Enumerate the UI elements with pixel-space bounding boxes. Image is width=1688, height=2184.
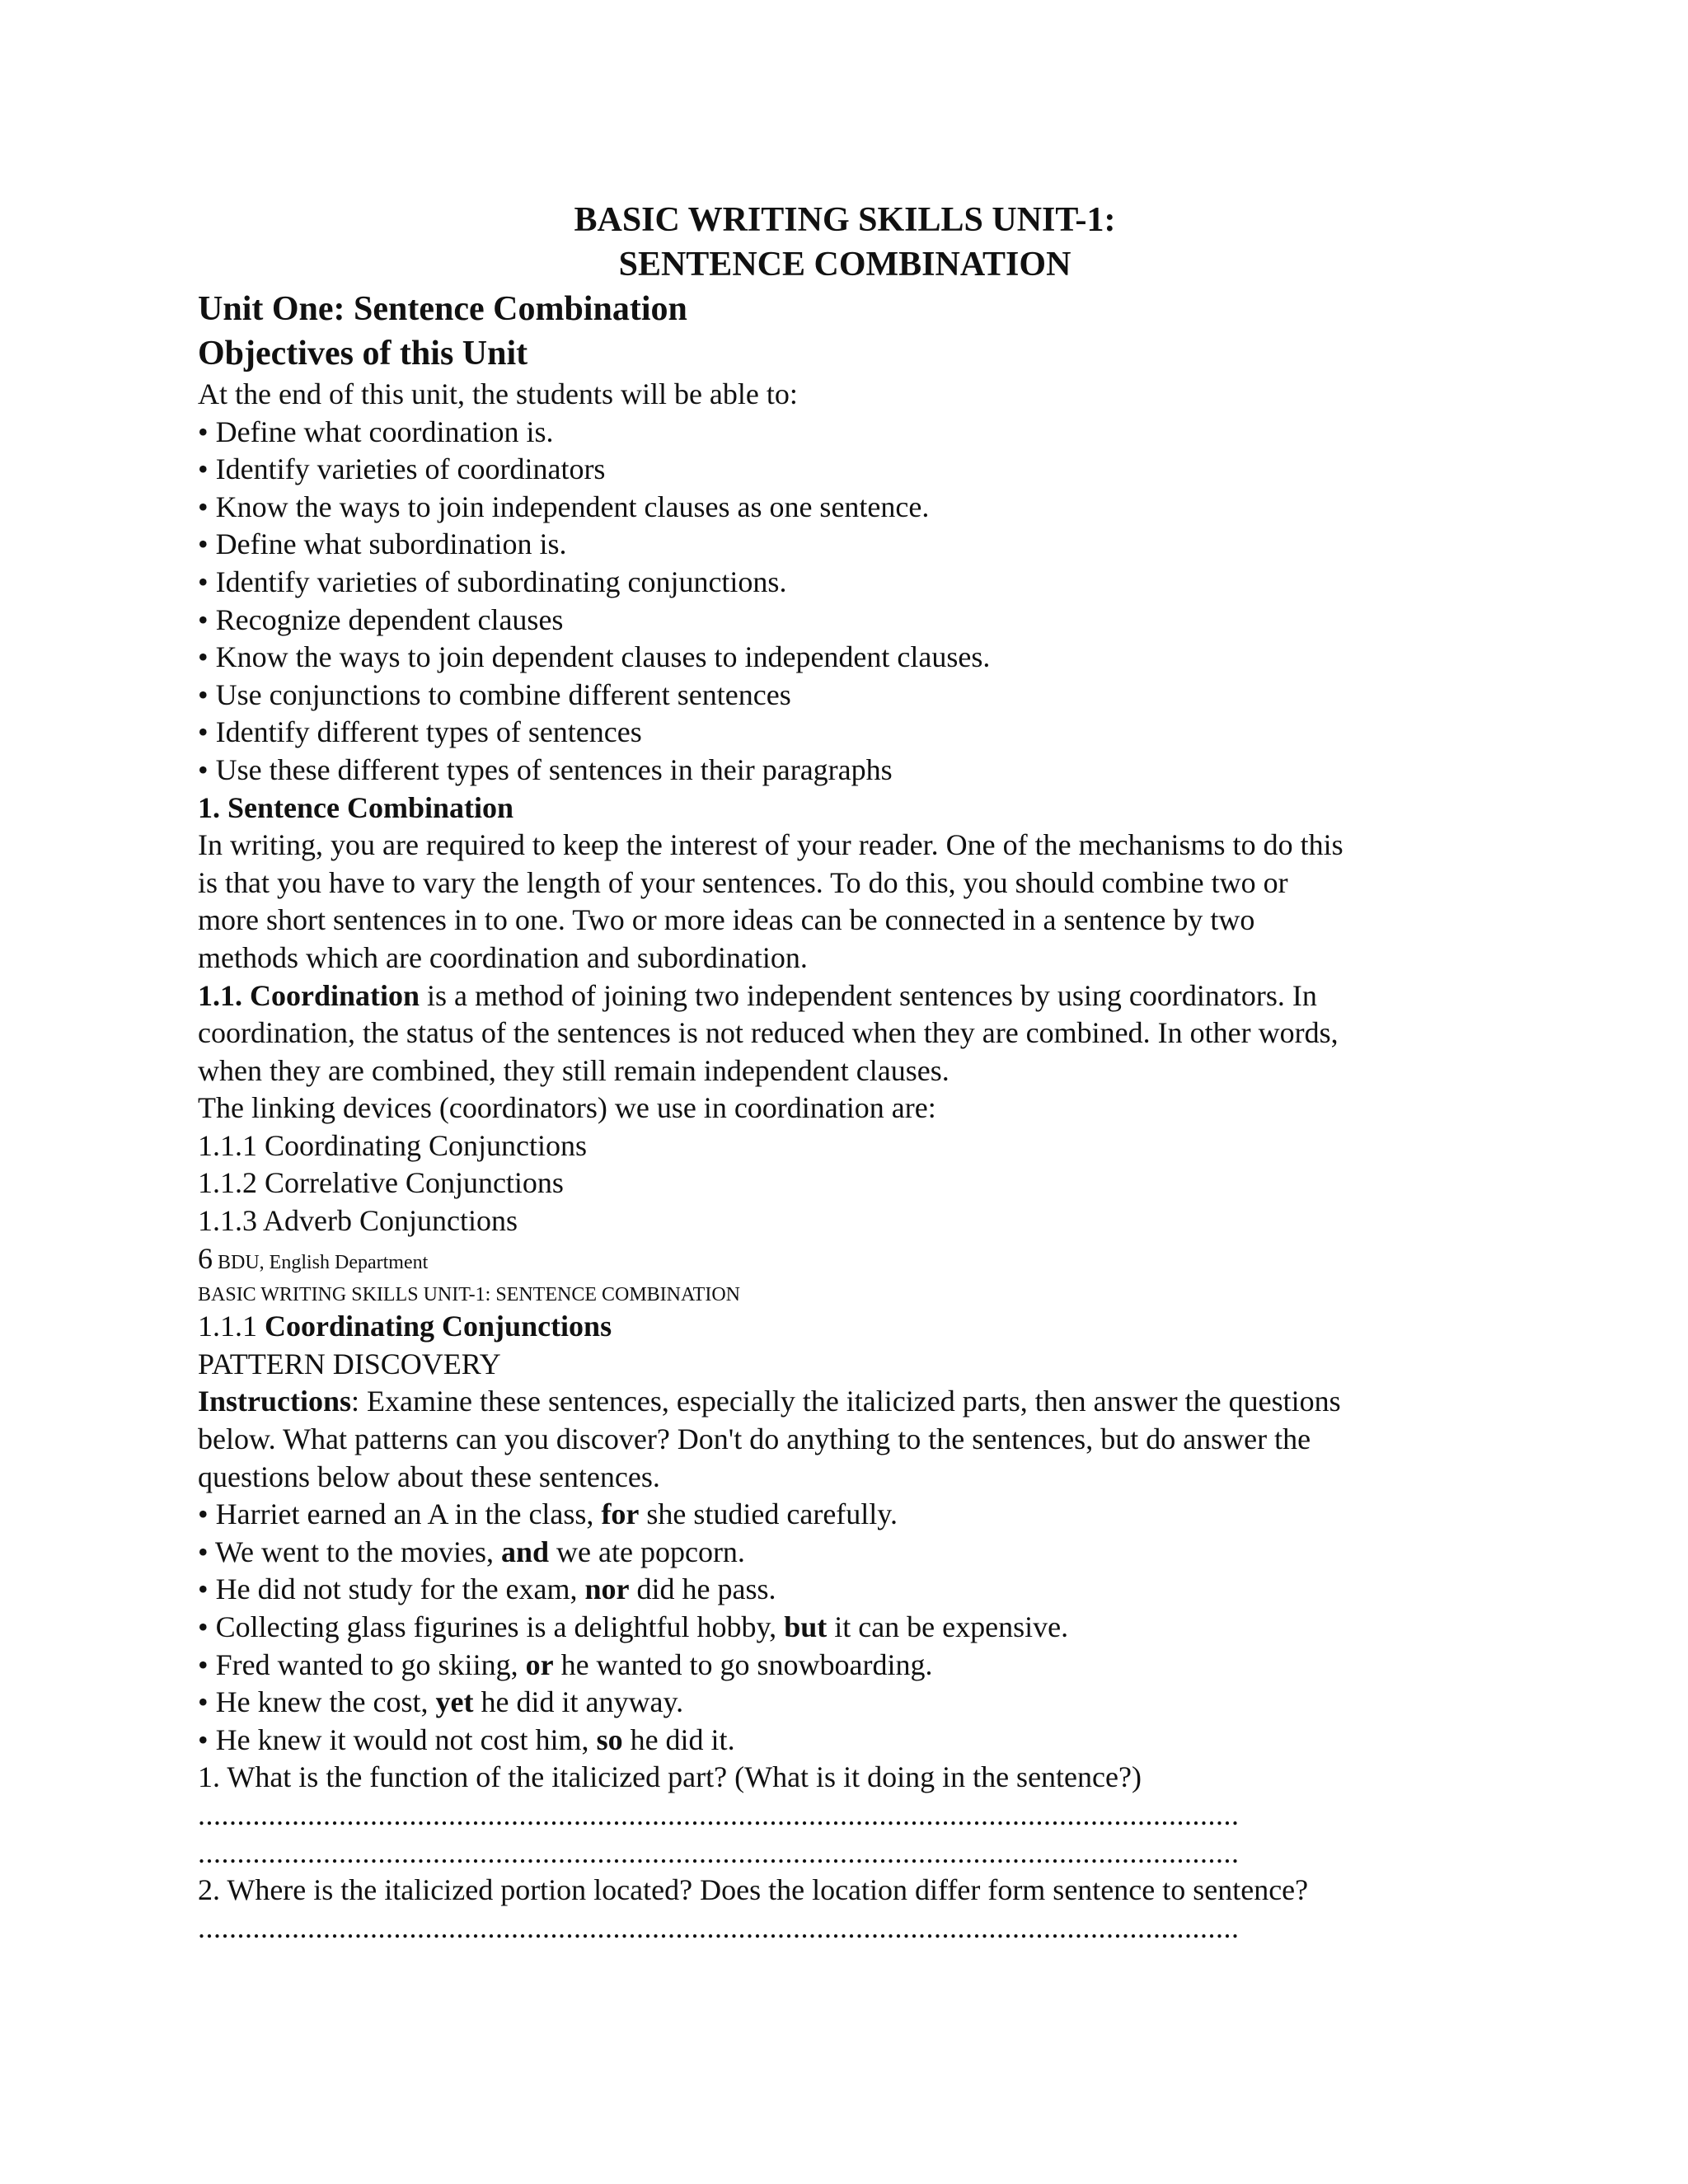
- document-title-line-2: SENTENCE COMBINATION: [618, 246, 1071, 284]
- page-number: 6: [198, 1241, 213, 1275]
- example-sentence: [198, 1534, 1492, 1572]
- section1-paragraph-line: more short sentences in to one. Two or more ideas can be connected in a sentence by two: [198, 903, 1255, 937]
- example-sentences-list: [198, 1496, 1492, 1759]
- objective-item: • Define what coordination is.: [198, 415, 554, 448]
- answer-line: .....................................................................................................................................: [198, 1797, 1240, 1831]
- section1-paragraph-line: methods which are coordination and subordination.: [198, 940, 808, 974]
- coordinator-type-item: 1.1.3 Adverb Conjunctions: [198, 1204, 518, 1238]
- example-text: • Harriet earned an A in the class,: [198, 1497, 602, 1531]
- instructions-label: Instructions: [198, 1385, 352, 1418]
- objective-item: • Know the ways to join independent clauses as one sentence.: [198, 490, 930, 523]
- coordination-line: The linking devices (coordinators) we use in coordination are:: [198, 1091, 936, 1125]
- section1-paragraph-line: In writing, you are required to keep the interest of your reader. One of the mechanisms to do this: [198, 828, 1343, 862]
- conjunction: so: [596, 1722, 623, 1756]
- answer-line: .....................................................................................................................................: [198, 1910, 1240, 1944]
- example-sentence: [198, 1722, 1492, 1760]
- conjunction: for: [601, 1497, 640, 1531]
- unit-heading: Unit One: Sentence Combination: [198, 290, 687, 328]
- example-text: he wanted to go snowboarding.: [553, 1647, 933, 1681]
- objective-item: • Recognize dependent clauses: [198, 602, 564, 636]
- subsection-title: Coordinating Conjunctions: [265, 1310, 612, 1343]
- coordinator-type-item: 1.1.2 Correlative Conjunctions: [198, 1166, 564, 1200]
- example-text: we ate popcorn.: [549, 1535, 745, 1568]
- example-text: • He knew the cost,: [198, 1685, 436, 1719]
- coordinator-type-item: 1.1.1 Coordinating Conjunctions: [198, 1128, 587, 1162]
- instructions-line: [198, 1383, 1492, 1421]
- instructions-line: below. What patterns can you discover? Don't do anything to the sentences, but do answer the: [198, 1422, 1311, 1456]
- example-text: • We went to the movies,: [198, 1535, 501, 1568]
- objective-item: • Use conjunctions to combine different sentences: [198, 677, 791, 711]
- answer-line: .....................................................................................................................................: [198, 1835, 1240, 1869]
- conjunction: and: [500, 1535, 550, 1568]
- example-text: • Collecting glass figurines is a delightful hobby,: [198, 1610, 785, 1643]
- example-sentence: [198, 1609, 1492, 1647]
- conjunction: but: [784, 1610, 828, 1643]
- example-text: • He did not study for the exam,: [198, 1572, 585, 1606]
- example-text: he did it anyway.: [473, 1685, 684, 1719]
- example-sentence: [198, 1571, 1492, 1609]
- example-text: he did it.: [622, 1722, 735, 1756]
- objective-item: • Identify different types of sentences: [198, 715, 642, 749]
- subsection-heading: [198, 1308, 1492, 1346]
- coordination-definition: [198, 977, 1492, 1015]
- objective-item: • Define what subordination is.: [198, 527, 567, 561]
- objectives-list: [198, 414, 1492, 790]
- document-page: [198, 198, 1492, 1947]
- section-heading-sentence-combination: 1. Sentence Combination: [198, 790, 514, 824]
- objectives-heading: Objectives of this Unit: [198, 335, 528, 373]
- example-text: it can be expensive.: [827, 1610, 1069, 1643]
- example-text: she studied carefully.: [639, 1497, 898, 1531]
- document-title-line-1: BASIC WRITING SKILLS UNIT-1:: [574, 201, 1116, 239]
- example-sentence: [198, 1647, 1492, 1685]
- coordination-line: coordination, the status of the sentences is not reduced when they are combined. In other words,: [198, 1016, 1339, 1050]
- page-footer: [198, 1240, 1492, 1282]
- conjunction: yet: [435, 1685, 474, 1719]
- coordination-definition-text: is a method of joining two independent sentences by using coordinators. In: [420, 978, 1317, 1012]
- section1-paragraph-line: is that you have to vary the length of your sentences. To do this, you should combine two or: [198, 865, 1288, 899]
- footer-department: BDU, English Department: [213, 1251, 429, 1273]
- instructions-line: questions below about these sentences.: [198, 1460, 660, 1493]
- objectives-intro: At the end of this unit, the students will be able to:: [198, 377, 798, 410]
- objective-item: • Use these different types of sentences in their paragraphs: [198, 752, 893, 786]
- example-sentence: [198, 1496, 1492, 1534]
- question-2: 2. Where is the italicized portion located? Does the location differ form sentence to sentence?: [198, 1873, 1309, 1907]
- objective-item: • Identify varieties of subordinating conjunctions.: [198, 565, 787, 598]
- objective-item: • Identify varieties of coordinators: [198, 452, 606, 486]
- conjunction: nor: [584, 1572, 630, 1606]
- example-text: • Fred wanted to go skiing,: [198, 1647, 526, 1681]
- coordination-term: 1.1. Coordination: [198, 978, 420, 1012]
- running-header: BASIC WRITING SKILLS UNIT-1: SENTENCE COMBINATION: [198, 1284, 740, 1306]
- conjunction: or: [525, 1647, 554, 1681]
- example-text: did he pass.: [629, 1572, 776, 1606]
- objective-item: • Know the ways to join dependent clauses to independent clauses.: [198, 640, 991, 674]
- coordination-line: when they are combined, they still remain independent clauses.: [198, 1053, 950, 1087]
- pattern-discovery-label: PATTERN DISCOVERY: [198, 1347, 501, 1380]
- instructions-text: : Examine these sentences, especially the italicized parts, then answer the questions: [351, 1385, 1341, 1418]
- subsection-number: 1.1.1: [198, 1310, 265, 1343]
- question-1: 1. What is the function of the italicized part? (What is it doing in the sentence?): [198, 1760, 1142, 1794]
- example-text: • He knew it would not cost him,: [198, 1722, 597, 1756]
- example-sentence: [198, 1684, 1492, 1722]
